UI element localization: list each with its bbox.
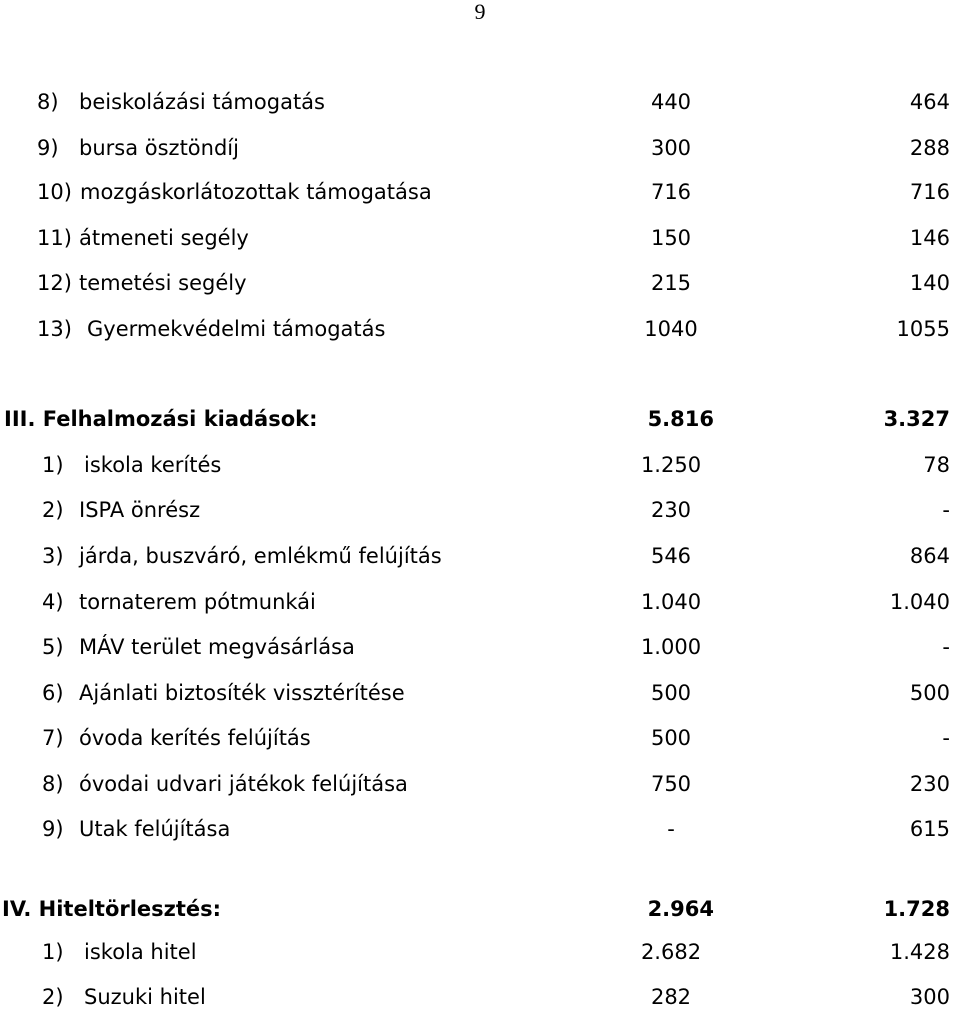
section-total-col-2: 1.728	[883, 897, 950, 921]
row-number: 10)	[37, 180, 72, 204]
row-number: 4)	[42, 590, 64, 614]
row-label: beiskolázási támogatás	[79, 90, 325, 114]
row-number: 7)	[42, 726, 64, 750]
row-label: átmeneti segély	[79, 226, 249, 250]
row-number: 2)	[42, 498, 64, 522]
value-col-2: 1.428	[889, 940, 950, 964]
value-col-2: 1.040	[889, 590, 950, 614]
row-number: 13)	[37, 317, 72, 341]
row-label: tornaterem pótmunkái	[79, 590, 316, 614]
value-col-2: 78	[923, 453, 950, 477]
table-row	[0, 809, 960, 849]
row-number: 6)	[42, 681, 64, 705]
row-number: 3)	[42, 544, 64, 568]
section-total-col-1: 2.964	[647, 897, 714, 921]
value-col-1: 750	[650, 772, 692, 796]
value-col-2: 716	[909, 180, 950, 204]
value-col-1: 500	[650, 726, 692, 750]
value-col-2: 615	[909, 817, 950, 841]
table-row	[0, 977, 960, 1017]
row-label: ISPA önrész	[79, 498, 201, 522]
value-col-1: 716	[650, 180, 692, 204]
table-row	[0, 536, 960, 576]
row-label: óvoda kerítés felújítás	[79, 726, 311, 750]
value-col-2: 300	[909, 985, 950, 1009]
value-col-2: -	[942, 635, 950, 659]
value-col-1: 1.000	[640, 635, 702, 659]
table-row	[0, 445, 960, 485]
section-heading-loan-repayment	[0, 889, 960, 929]
table-row	[0, 673, 960, 713]
row-label: óvodai udvari játékok felújítása	[79, 772, 408, 796]
row-label: temetési segély	[79, 271, 247, 295]
value-col-1: 546	[650, 544, 692, 568]
value-col-2: 140	[909, 271, 950, 295]
value-col-1: 300	[650, 136, 692, 160]
value-col-2: 864	[909, 544, 950, 568]
section-heading-capital-expenditure	[0, 399, 960, 439]
row-label: mozgáskorlátozottak támogatása	[80, 180, 432, 204]
value-col-1: 282	[650, 985, 692, 1009]
section-title: IV. Hiteltörlesztés:	[2, 897, 222, 921]
value-col-1: 215	[650, 271, 692, 295]
value-col-1: 1.250	[640, 453, 702, 477]
table-row	[0, 172, 960, 212]
row-number: 11)	[37, 226, 72, 250]
row-number: 12)	[37, 271, 72, 295]
row-number: 5)	[42, 635, 64, 659]
section-total-col-1: 5.816	[647, 407, 714, 431]
value-col-1: 440	[650, 90, 692, 114]
row-number: 1)	[42, 453, 64, 477]
row-label: járda, buszváró, emlékmű felújítás	[79, 544, 442, 568]
value-col-2: 288	[909, 136, 950, 160]
row-number: 9)	[42, 817, 64, 841]
value-col-2: -	[942, 498, 950, 522]
value-col-1: -	[667, 817, 675, 841]
value-col-1: 500	[650, 681, 692, 705]
row-number: 8)	[37, 90, 59, 114]
row-label: iskola hitel	[84, 940, 197, 964]
value-col-1: 1040	[644, 317, 698, 341]
row-label: Gyermekvédelmi támogatás	[87, 317, 386, 341]
row-number: 1)	[42, 940, 64, 964]
value-col-2: -	[942, 726, 950, 750]
table-row	[0, 82, 960, 122]
table-row	[0, 128, 960, 168]
table-row	[0, 218, 960, 258]
value-col-2: 464	[909, 90, 950, 114]
value-col-1: 1.040	[640, 590, 702, 614]
table-row	[0, 718, 960, 758]
row-label: MÁV terület megvásárlása	[79, 635, 355, 659]
row-label: Ajánlati biztosíték vissztérítése	[79, 681, 405, 705]
row-label: iskola kerítés	[84, 453, 222, 477]
row-label: bursa ösztöndíj	[79, 136, 239, 160]
value-col-1: 2.682	[640, 940, 702, 964]
section-total-col-2: 3.327	[883, 407, 950, 431]
table-row	[0, 932, 960, 972]
table-row	[0, 490, 960, 530]
value-col-2: 1055	[896, 317, 950, 341]
value-col-1: 230	[650, 498, 692, 522]
value-col-2: 500	[909, 681, 950, 705]
row-number: 9)	[37, 136, 59, 160]
row-number: 8)	[42, 772, 64, 796]
value-col-2: 230	[909, 772, 950, 796]
table-row	[0, 764, 960, 804]
table-row	[0, 263, 960, 303]
table-row	[0, 627, 960, 667]
row-label: Utak felújítása	[79, 817, 231, 841]
value-col-2: 146	[909, 226, 950, 250]
row-label: Suzuki hitel	[84, 985, 206, 1009]
table-row	[0, 309, 960, 349]
row-number: 2)	[42, 985, 64, 1009]
section-title: III. Felhalmozási kiadások:	[4, 407, 318, 431]
table-row	[0, 582, 960, 622]
page-number: 9	[474, 0, 486, 24]
value-col-1: 150	[650, 226, 692, 250]
